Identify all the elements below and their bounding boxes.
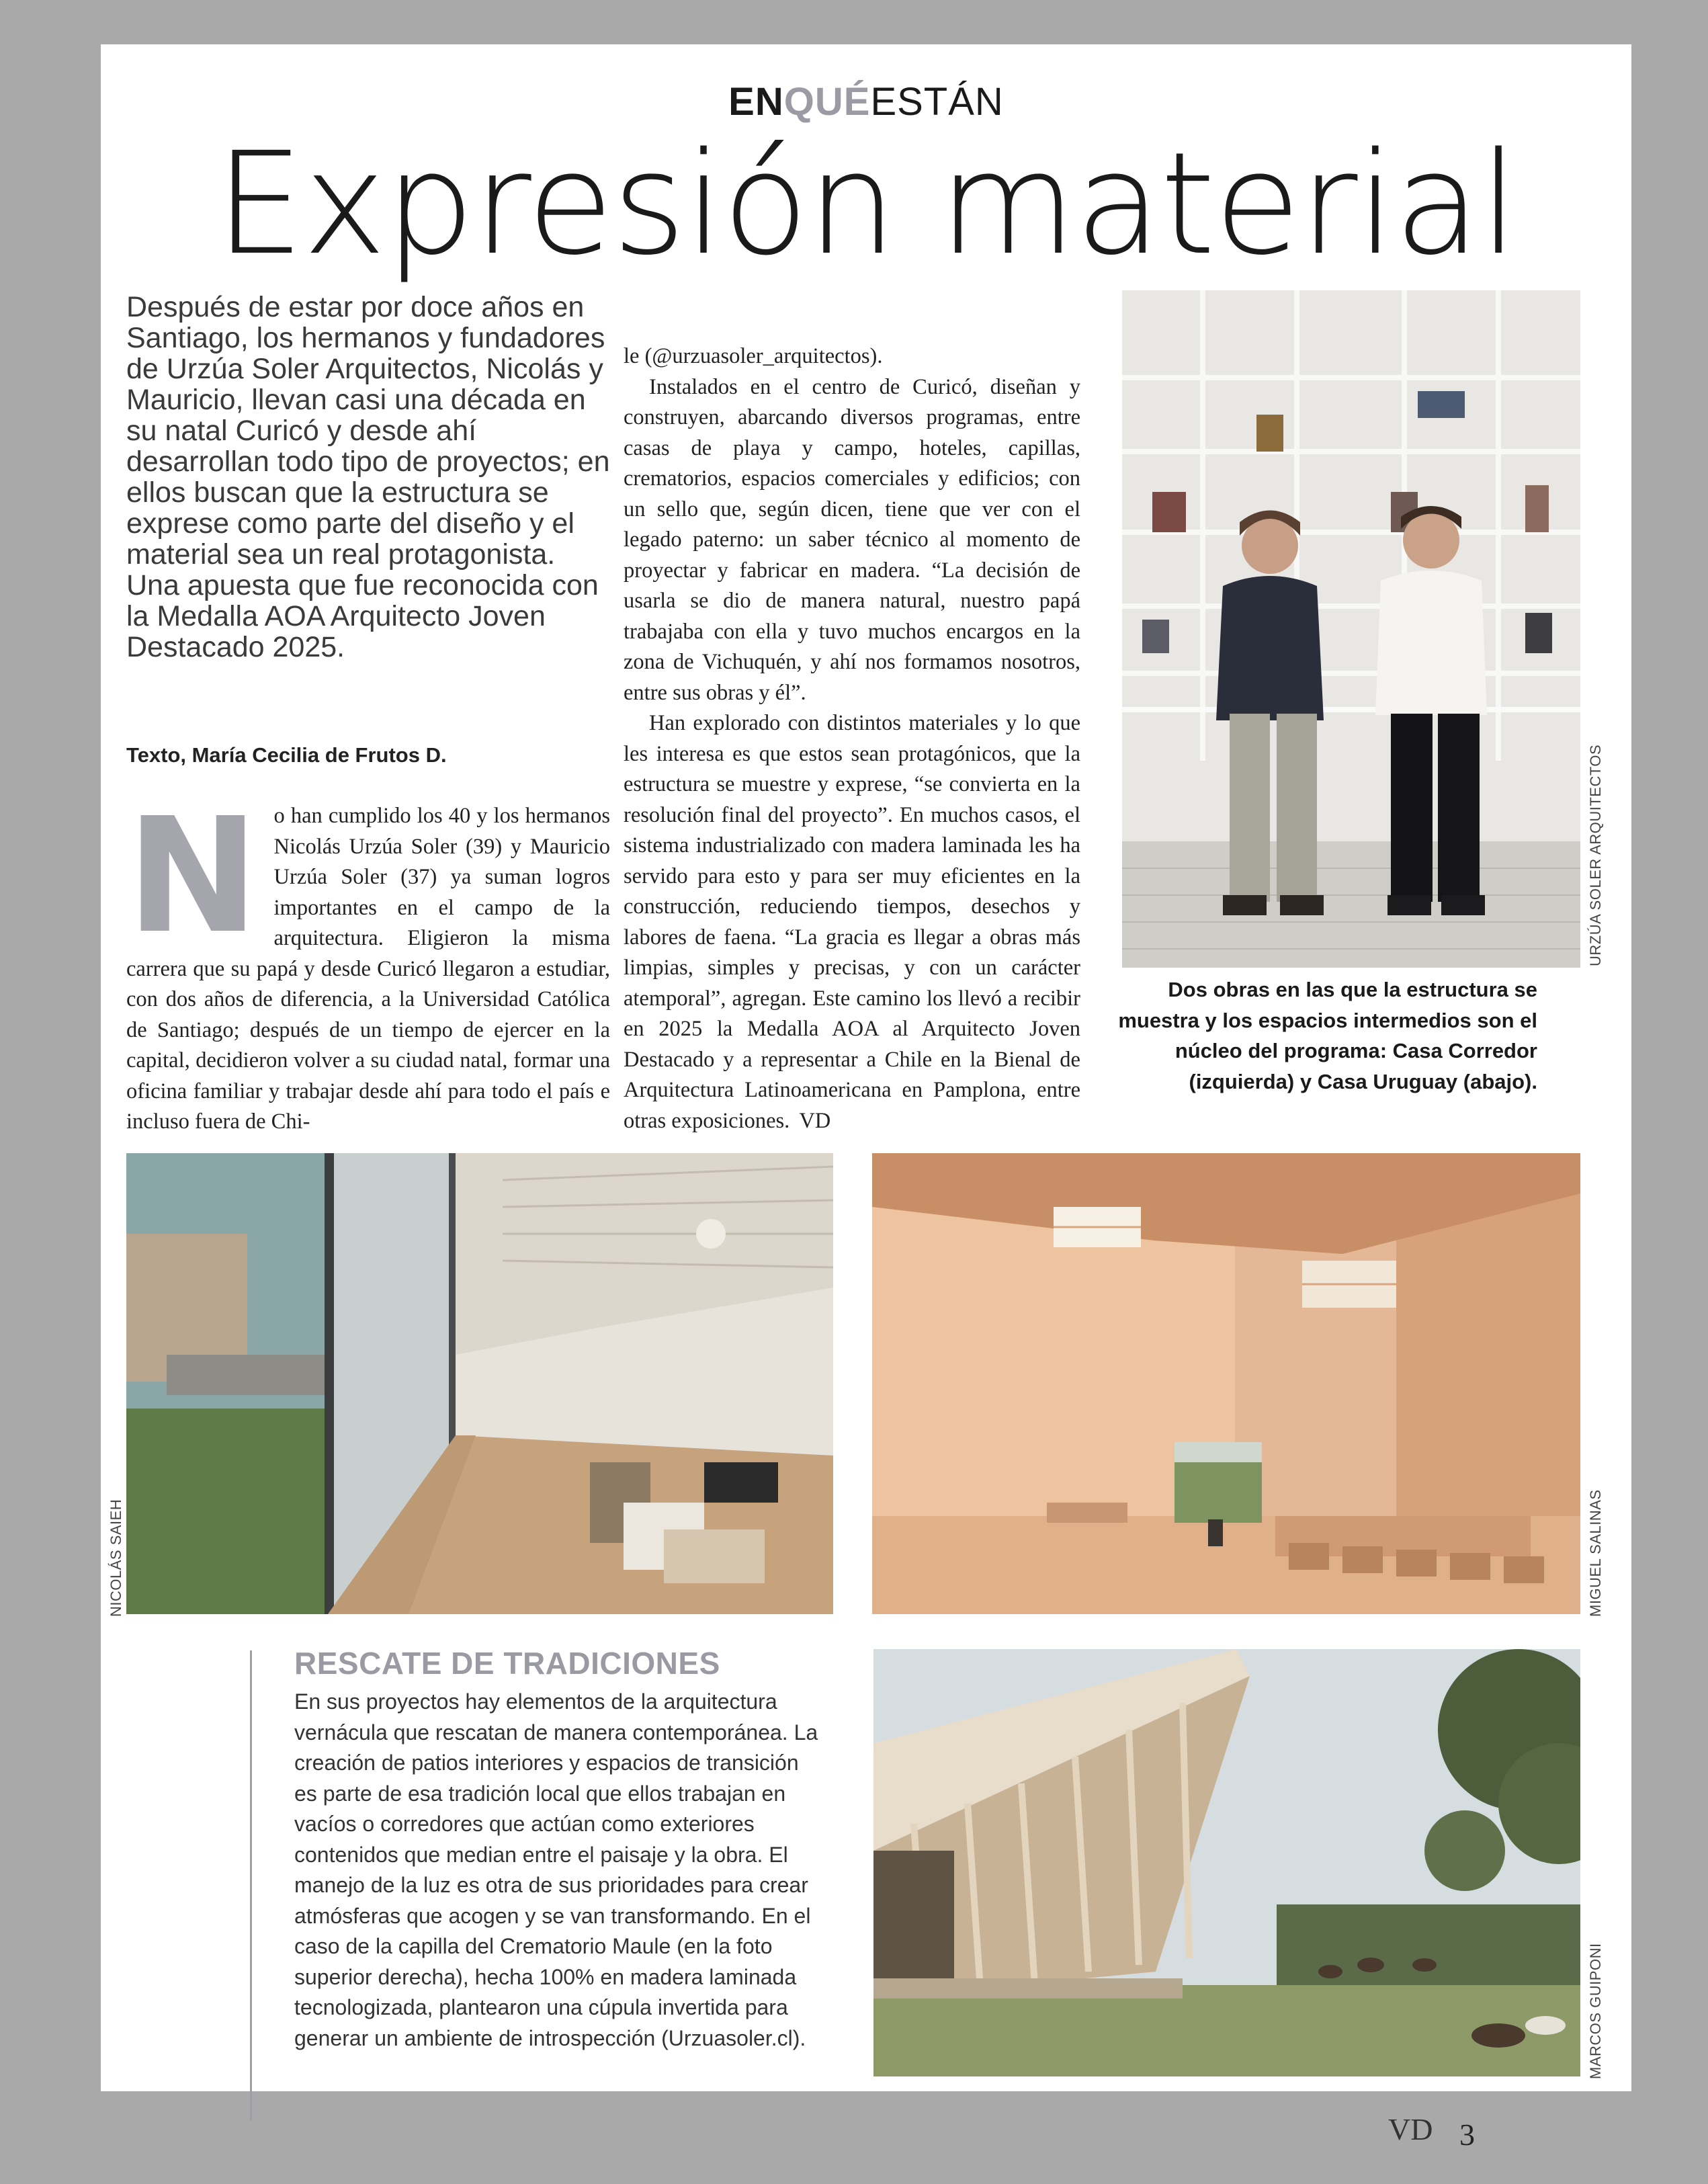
body-column-2	[624, 341, 1080, 1136]
body-paragraph-2: Instalados en el centro de Curicó, diseñan y construyen, abarcando diversos programas, entre casas de playa y campo, hoteles, capillas, crematorios, espacios comerciales y edificios; con un sello que, según dicen, tiene que ver con el legado paterno: un saber técnico al momento de proyectar y fabricar en madera. “La decisión de usarla se dio de manera natural, nuestro papá trabajaba con ella y tuvo muchos encargos en la zona de Vichuquén, y ahí nos formamos nosotros, entre sus obras y él”.	[624, 374, 1080, 705]
section-tag-accent: QUÉ	[783, 80, 871, 124]
drop-cap: N	[126, 784, 259, 968]
byline: Texto, María Cecilia de Frutos D.	[126, 743, 447, 767]
body-paragraph-1-continued: le (@urzuasoler_arquitectos).	[624, 344, 883, 368]
house-photo-credit: NICOLÁS SAIEH	[108, 1499, 124, 1617]
headline: Expresión material	[215, 122, 1517, 286]
chapel-photo-credit: MIGUEL SALINAS	[1587, 1489, 1604, 1617]
magazine-page	[101, 44, 1631, 2091]
photo-caption: Dos obras en las que la estructura se muestra y los espacios intermedios son el núcleo del programa: Casa Corredor (izquierda) y Casa Uruguay (abajo).	[1118, 978, 1537, 1093]
portrait-photo-credit: URZÚA SOLER ARQUITECTOS	[1587, 744, 1604, 966]
page-number: 3	[1459, 2117, 1475, 2152]
body-column-1	[126, 784, 610, 1138]
body-paragraph-3: Han explorado con distintos materiales y lo que les interesa es que estos sean protagónicos, que la estructura se muestre y exprese, “se convierta en la resolución final del proyecto”. En muchos casos, el sistema industrializado con madera laminada les ha servido para esto y para ser muy eficientes en la construcción, reduciendo tiempos, desechos y labores de faena. “La gracia es llegar a obras más limpias, simples y precisas, y con un carácter atemporal”, agregan. Este camino los llevó a recibir en 2025 la Medalla AOA al Arquitecto Joven Destacado y a representar a Chile en la Bienal de Arquitectura Latinoamericana en Pamplona, entre otras exposiciones.	[624, 711, 1080, 1133]
architects-portrait-photo	[1122, 290, 1580, 968]
sidebar-rule	[250, 1650, 252, 2121]
section-tag	[101, 79, 1631, 124]
chapel-interior-photo	[872, 1153, 1580, 1614]
body-paragraph-1: o han cumplido los 40 y los hermanos Nicolás Urzúa Soler (39) y Mauricio Urzúa Soler (37) ya suman logros importantes en el campo de la arquitectura. Eligieron la misma carrera que su papá y desde Curicó llegaron a estudiar, con dos años de diferencia, a la Universidad Católica de Santiago; después de un tiempo de ejercer en la capital, decidieron volver a su ciudad natal, formar una oficina familiar y trabajar desde ahí para todo el país e incluso fuera de Chi-	[126, 804, 610, 1134]
section-tag-bold: EN	[728, 80, 784, 124]
casa-uruguay-exterior-photo	[873, 1649, 1580, 2076]
sidebar-title: RESCATE DE TRADICIONES	[294, 1646, 720, 1681]
exterior-photo-credit: MARCOS GUIPONI	[1587, 1943, 1604, 2079]
footer-brand: VD	[1388, 2112, 1433, 2146]
section-tag-light: ESTÁN	[870, 80, 1004, 124]
end-mark: VD	[799, 1108, 831, 1133]
sidebar-text: En sus proyectos hay elementos de la arquitectura vernácula que rescatan de manera contemporánea. La creación de patios interiores y espacios de transición es parte de esa tradición local que ellos trabajan en vacíos o corredores que actúan como exteriores contenidos que median entre el paisaje y la obra. El manejo de la luz es otra de sus prioridades para crear atmósferas que acogen y se van transformando. En el caso de la capilla del Crematorio Maule (en la foto superior derecha), hecha 100% en madera laminada tecnologizada, plantearon una cúpula invertida para generar un ambiente de introspección (Urzuasoler.cl).	[294, 1689, 818, 2050]
intro-lead: Después de estar por doce años en Santiago, los hermanos y fundadores de Urzúa Soler Arquitectos, Nicolás y Mauricio, llevan casi una década en su natal Curicó y desde ahí desarrollan todo tipo de proyectos; en ellos buscan que la estructura se exprese como parte del diseño y el material sea un real protagonista. Una apuesta que fue reconocida con la Medalla AOA Arquitecto Joven Destacado 2025.	[126, 291, 610, 663]
casa-corredor-interior-photo	[126, 1153, 833, 1614]
body-paragraph-3-wrap	[624, 708, 1080, 1136]
